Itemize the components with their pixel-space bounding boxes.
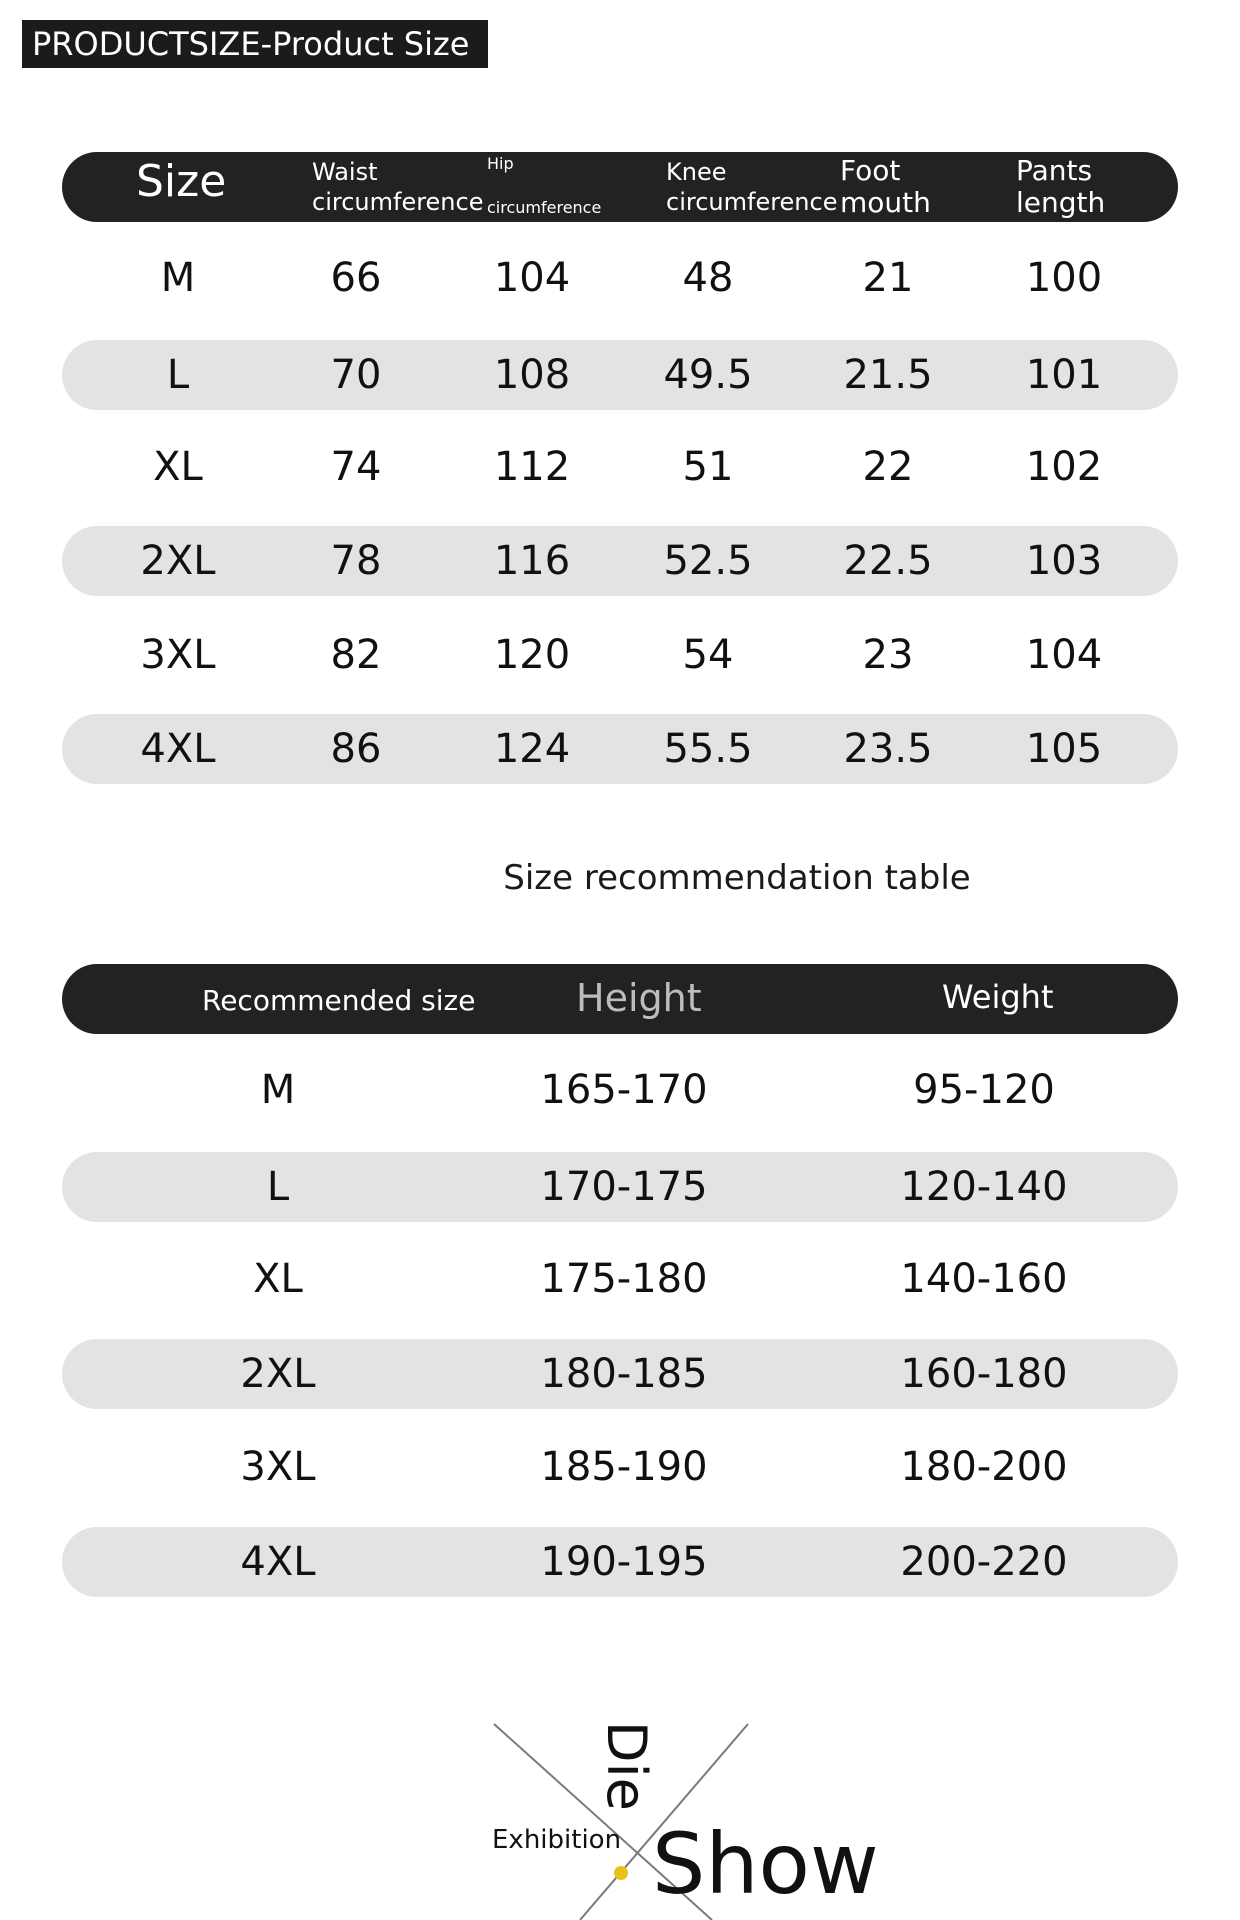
cell-recommended-size: 2XL bbox=[240, 1351, 316, 1397]
cell-weight: 95-120 bbox=[913, 1067, 1055, 1113]
cell-length: 102 bbox=[1025, 444, 1103, 490]
cell-waist: 86 bbox=[330, 726, 382, 772]
cell-size: M bbox=[160, 255, 196, 301]
cell-hip: 112 bbox=[493, 444, 571, 490]
header-pants-line2: length bbox=[1016, 186, 1106, 219]
cell-weight: 120-140 bbox=[900, 1164, 1068, 1210]
cell-height: 190-195 bbox=[540, 1539, 708, 1585]
cell-knee: 55.5 bbox=[663, 726, 753, 772]
cell-height: 175-180 bbox=[540, 1256, 708, 1302]
table-row bbox=[62, 526, 1178, 596]
header-pants-line1: Pants bbox=[1016, 154, 1093, 187]
table-row bbox=[62, 1055, 1178, 1125]
cell-knee: 48 bbox=[682, 255, 734, 301]
cell-knee: 51 bbox=[682, 444, 734, 490]
cell-length: 104 bbox=[1025, 632, 1103, 678]
recommendation-title: Size recommendation table bbox=[503, 858, 971, 898]
header-knee-line2: circumference bbox=[666, 188, 838, 216]
table-row bbox=[62, 714, 1178, 784]
cell-recommended-size: 3XL bbox=[240, 1444, 316, 1490]
cell-waist: 74 bbox=[330, 444, 382, 490]
cell-foot: 22 bbox=[862, 444, 914, 490]
cell-length: 100 bbox=[1025, 255, 1103, 301]
cell-foot: 21 bbox=[862, 255, 914, 301]
table-row bbox=[62, 1152, 1178, 1222]
table-row bbox=[62, 1339, 1178, 1409]
cell-waist: 78 bbox=[330, 538, 382, 584]
header-knee-line1: Knee bbox=[666, 158, 727, 186]
cell-recommended-size: L bbox=[266, 1164, 290, 1210]
cell-size: 4XL bbox=[140, 726, 216, 772]
table-row bbox=[62, 1432, 1178, 1502]
cell-weight: 200-220 bbox=[900, 1539, 1068, 1585]
cell-height: 165-170 bbox=[540, 1067, 708, 1113]
cell-waist: 70 bbox=[330, 352, 382, 398]
cell-foot: 23.5 bbox=[843, 726, 933, 772]
header-foot-line1: Foot bbox=[840, 154, 901, 187]
header-hip-line2: circumference bbox=[487, 198, 602, 217]
header-height: Height bbox=[576, 976, 702, 1020]
show-text: Show bbox=[652, 1815, 879, 1913]
cell-length: 103 bbox=[1025, 538, 1103, 584]
table-row bbox=[62, 432, 1178, 502]
cell-length: 105 bbox=[1025, 726, 1103, 772]
cell-knee: 52.5 bbox=[663, 538, 753, 584]
cell-recommended-size: M bbox=[260, 1067, 296, 1113]
header-weight: Weight bbox=[942, 978, 1054, 1016]
header-size: Size bbox=[136, 156, 227, 207]
header-foot-line2: mouth bbox=[840, 186, 931, 219]
cell-size: 2XL bbox=[140, 538, 216, 584]
cell-weight: 180-200 bbox=[900, 1444, 1068, 1490]
cell-weight: 160-180 bbox=[900, 1351, 1068, 1397]
cell-height: 180-185 bbox=[540, 1351, 708, 1397]
header-hip-line1: Hip bbox=[487, 154, 514, 173]
recommendation-table-header bbox=[62, 964, 1178, 1034]
cell-waist: 82 bbox=[330, 632, 382, 678]
table-row bbox=[62, 243, 1178, 313]
cell-knee: 49.5 bbox=[663, 352, 753, 398]
exhibition-show-graphic bbox=[480, 1715, 880, 1920]
page-title: PRODUCTSIZE-Product Size bbox=[22, 20, 488, 68]
cell-height: 170-175 bbox=[540, 1164, 708, 1210]
cell-size: L bbox=[166, 352, 190, 398]
table-row bbox=[62, 340, 1178, 410]
cell-size: XL bbox=[153, 444, 203, 490]
cell-waist: 66 bbox=[330, 255, 382, 301]
cell-foot: 21.5 bbox=[843, 352, 933, 398]
cell-hip: 116 bbox=[493, 538, 571, 584]
yellow-dot-icon bbox=[614, 1866, 628, 1880]
exhibition-text: Exhibition bbox=[492, 1825, 622, 1855]
cell-length: 101 bbox=[1025, 352, 1103, 398]
table-row bbox=[62, 1527, 1178, 1597]
size-table-header bbox=[62, 152, 1178, 222]
cell-size: 3XL bbox=[140, 632, 216, 678]
cell-weight: 140-160 bbox=[900, 1256, 1068, 1302]
cell-hip: 108 bbox=[493, 352, 571, 398]
cell-foot: 22.5 bbox=[843, 538, 933, 584]
cell-hip: 124 bbox=[493, 726, 571, 772]
cell-recommended-size: 4XL bbox=[240, 1539, 316, 1585]
table-row bbox=[62, 1244, 1178, 1314]
header-recommended-size: Recommended size bbox=[202, 984, 476, 1017]
header-waist-line2: circumference bbox=[312, 188, 484, 216]
cell-foot: 23 bbox=[862, 632, 914, 678]
cell-height: 185-190 bbox=[540, 1444, 708, 1490]
cell-recommended-size: XL bbox=[253, 1256, 303, 1302]
die-text: Die bbox=[595, 1721, 658, 1811]
cell-hip: 104 bbox=[493, 255, 571, 301]
table-row bbox=[62, 620, 1178, 690]
cell-hip: 120 bbox=[493, 632, 571, 678]
header-waist-line1: Waist bbox=[312, 158, 378, 186]
cell-knee: 54 bbox=[682, 632, 734, 678]
